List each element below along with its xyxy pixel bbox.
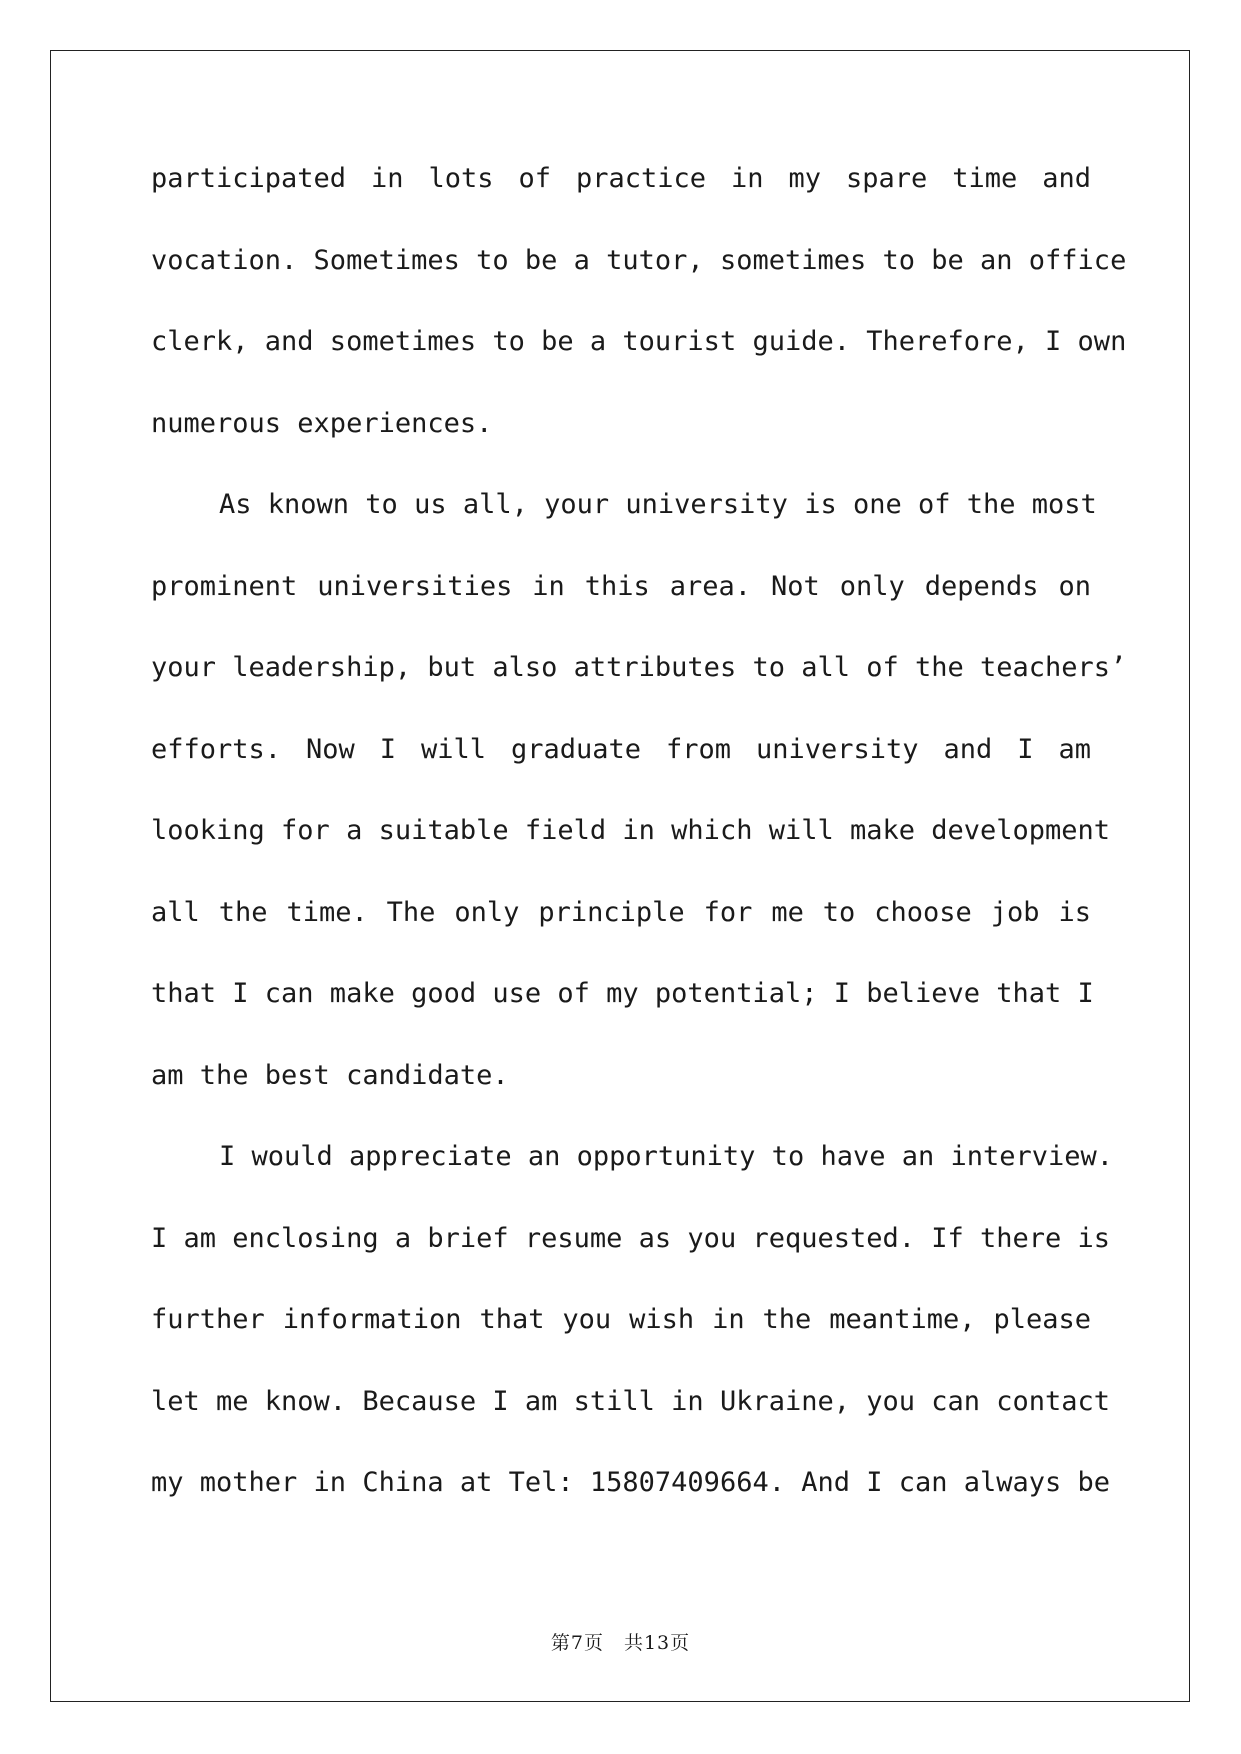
text-line: looking for a suitable field in which will make development (151, 815, 1111, 846)
text-line: all the time. The only principle for me to choose job is (151, 896, 1091, 928)
page-number-footer: 第7页 共13页 (550, 1632, 691, 1654)
text-line: As known to us all, your university is one of the most (219, 489, 1097, 520)
text-line: that I can make good use of my potential; I believe that I (151, 978, 1094, 1009)
text-line: am the best candidate. (151, 1059, 509, 1091)
text-line: prominent universities in this area. Not only depends on (151, 570, 1091, 602)
text-line: your leadership, but also attributes to all of the teachers’ (151, 652, 1127, 683)
document-body (151, 159, 1127, 1545)
text-line: numerous experiences. (151, 407, 493, 439)
text-line: vocation. Sometimes to be a tutor, sometimes to be an office (151, 244, 1127, 276)
text-line: I would appreciate an opportunity to have an interview. (219, 1141, 1114, 1172)
text-line: participated in lots of practice in my spare time and (151, 163, 1091, 194)
text-line: let me know. Because I am still in Ukraine, you can contact (151, 1385, 1111, 1417)
text-line: further information that you wish in the meantime, please (151, 1304, 1091, 1335)
text-line: my mother in China at Tel: 15807409664. And I can always be (151, 1467, 1111, 1498)
text-line: I am enclosing a brief resume as you requested. If there is (151, 1222, 1111, 1254)
text-line: efforts. Now I will graduate from university and I am (151, 733, 1091, 765)
text-line: clerk, and sometimes to be a tourist guide. Therefore, I own (151, 326, 1127, 357)
